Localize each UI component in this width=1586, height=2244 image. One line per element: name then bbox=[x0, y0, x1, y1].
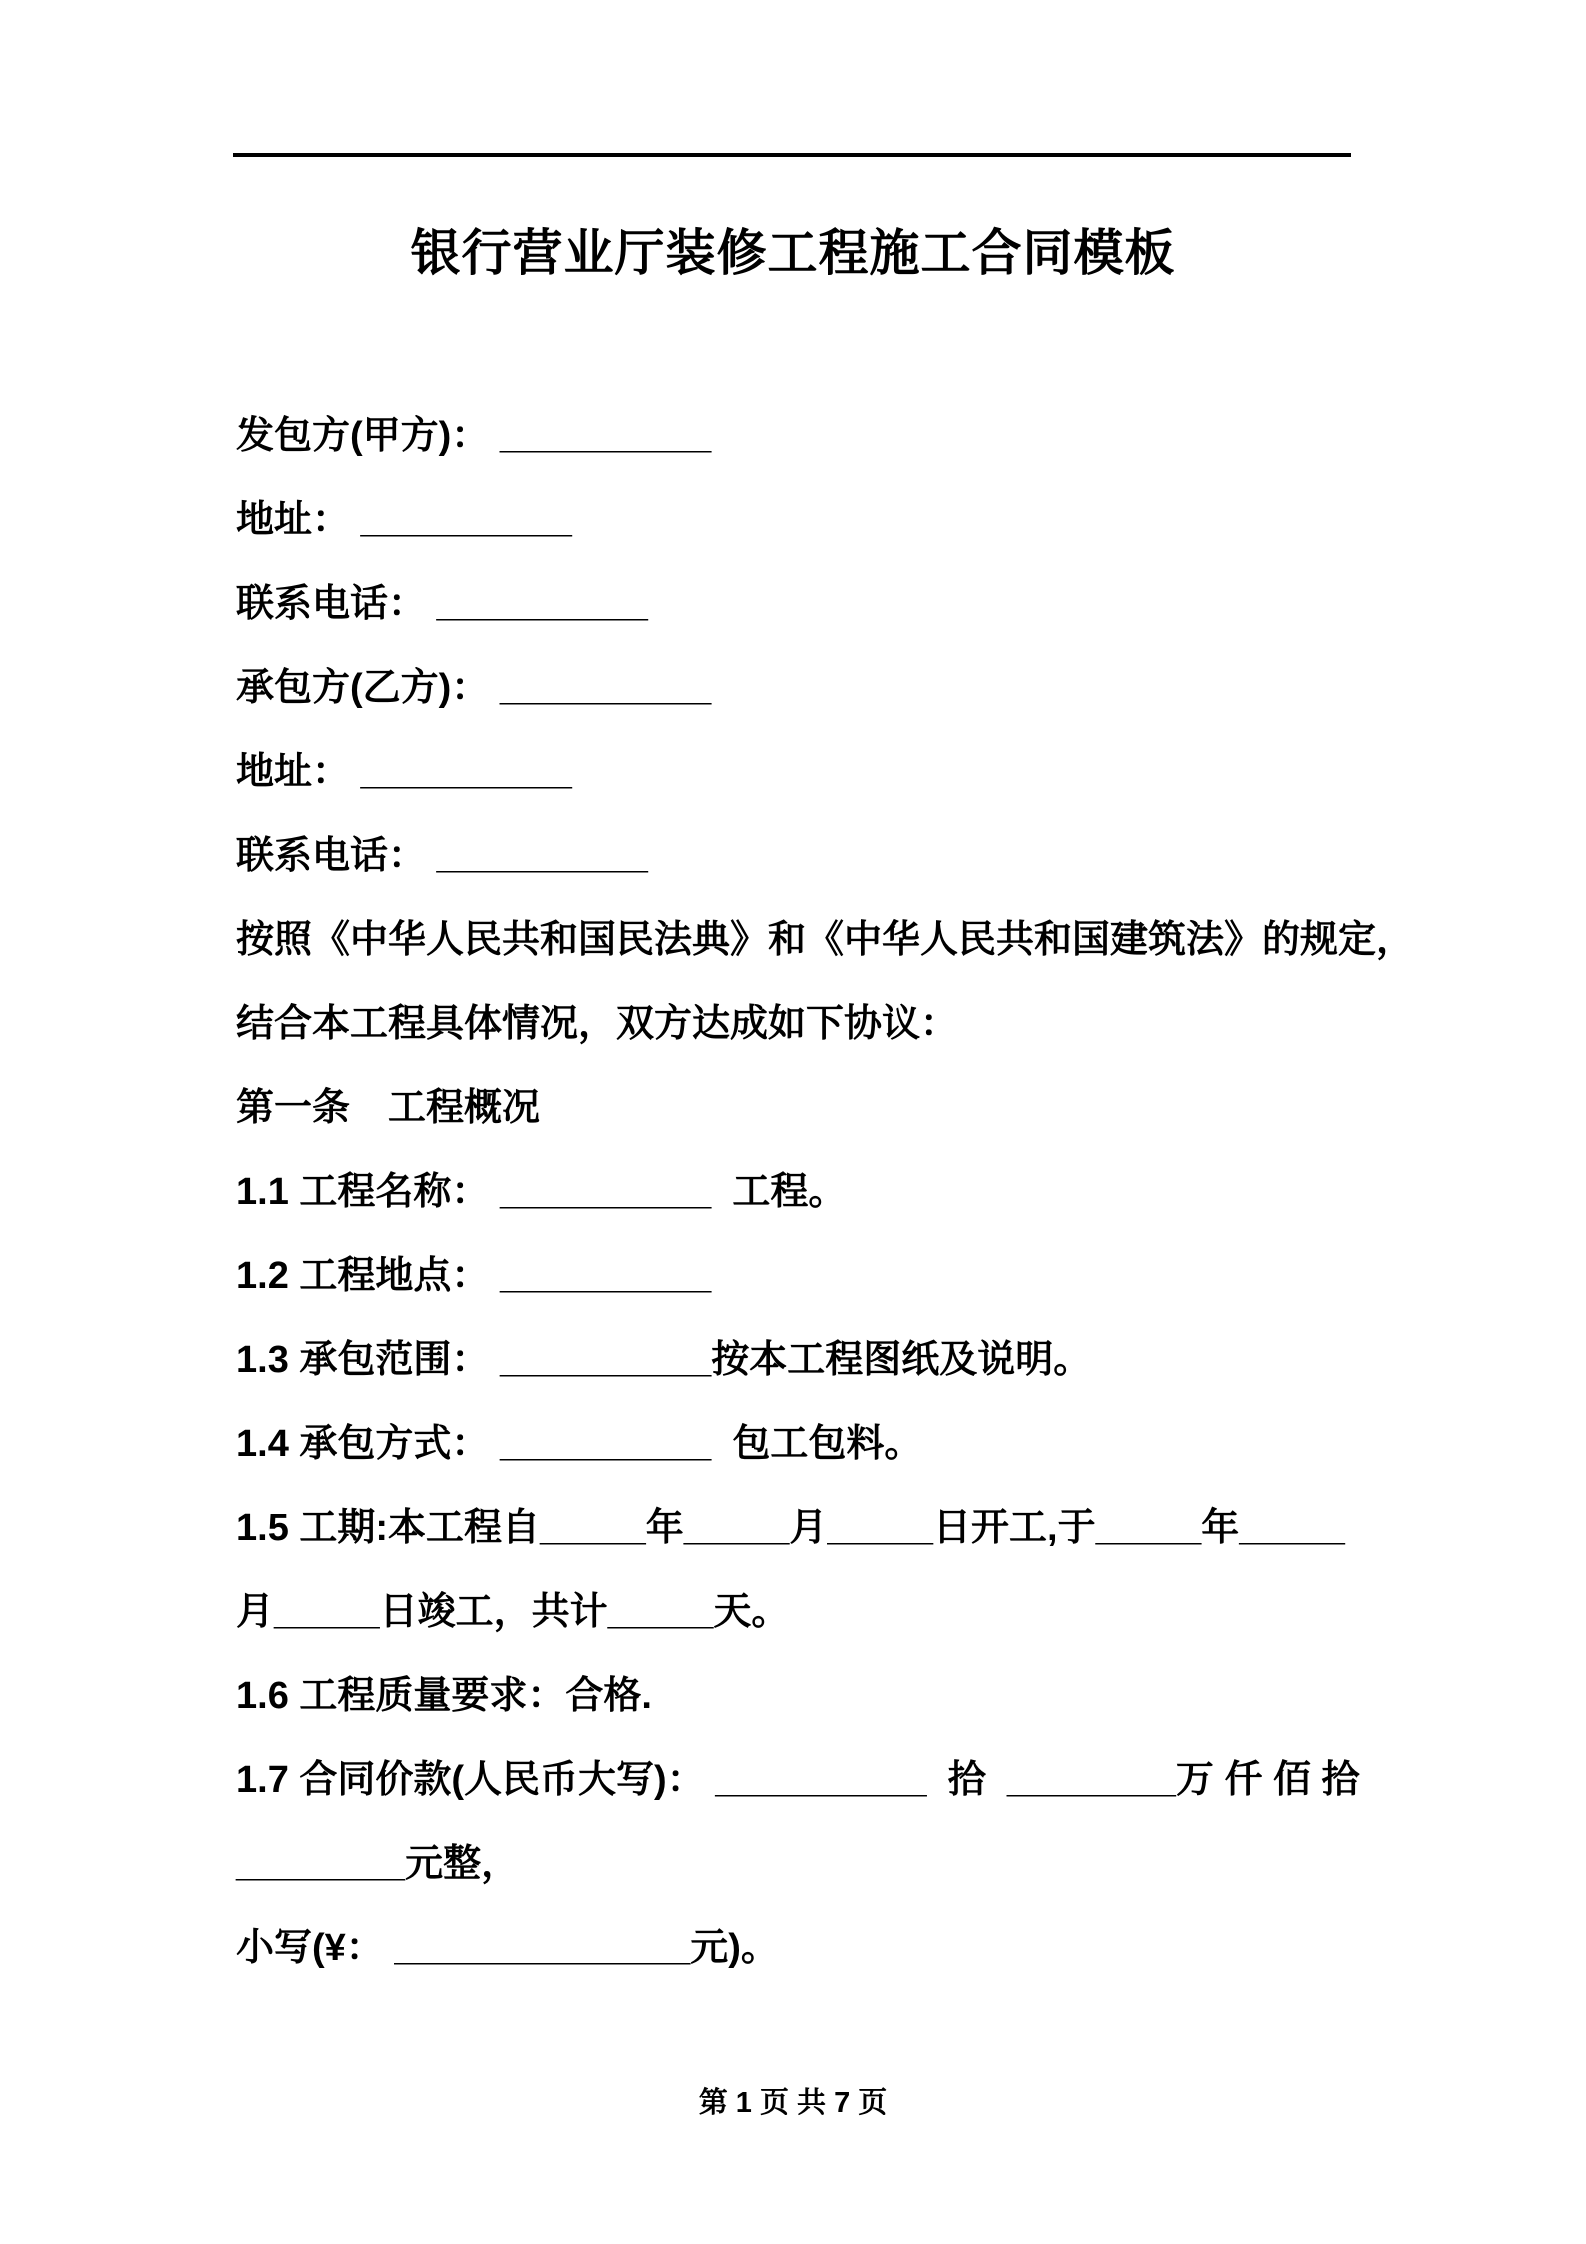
doc-line-1-5b: 月_____日竣工，共计_____天。 bbox=[236, 1591, 790, 1633]
doc-line-1-6: 1.6 工程质量要求：合格. bbox=[236, 1675, 652, 1717]
header-rule bbox=[233, 153, 1351, 157]
doc-line-1-2: 1.2 工程地点： __________ bbox=[236, 1255, 712, 1297]
doc-line-1-1: 1.1 工程名称： __________ 工程。 bbox=[236, 1171, 847, 1213]
doc-line-phone-a: 联系电话： __________ bbox=[236, 583, 648, 625]
doc-line-1-7b: ________元整， bbox=[236, 1843, 520, 1885]
doc-line-preamble-2: 结合本工程具体情况，双方达成如下协议： bbox=[236, 1003, 959, 1045]
doc-line-article-1-heading: 第一条 工程概况 bbox=[236, 1087, 541, 1129]
doc-title: 银行营业厅装修工程施工合同模板 bbox=[410, 225, 1176, 281]
page-footer: 第 1 页 共 7 页 bbox=[698, 2087, 888, 2119]
doc-line-party-b: 承包方(乙方)： __________ bbox=[236, 667, 712, 709]
doc-line-address-b: 地址： __________ bbox=[236, 751, 572, 793]
doc-line-1-3: 1.3 承包范围： __________按本工程图纸及说明。 bbox=[236, 1339, 1092, 1381]
doc-line-preamble-1: 按照《中华人民共和国民法典》和《中华人民共和国建筑法》的规定， bbox=[236, 919, 1415, 961]
doc-line-1-4: 1.4 承包方式： __________ 包工包料。 bbox=[236, 1423, 923, 1465]
doc-body bbox=[236, 394, 1415, 1990]
doc-line-party-a: 发包方(甲方)： __________ bbox=[236, 415, 712, 457]
doc-line-1-5a: 1.5 工期:本工程自_____年_____月_____日开工,于_____年_____ bbox=[236, 1507, 1345, 1549]
doc-line-address-a: 地址： __________ bbox=[236, 499, 572, 541]
doc-line-phone-b: 联系电话： __________ bbox=[236, 835, 648, 877]
doc-line-1-7c: 小写(¥： ______________元)。 bbox=[236, 1927, 779, 1969]
doc-line-1-7a: 1.7 合同价款(人民币大写)： __________ 拾 ________万 仟 佰 拾 bbox=[236, 1759, 1360, 1801]
